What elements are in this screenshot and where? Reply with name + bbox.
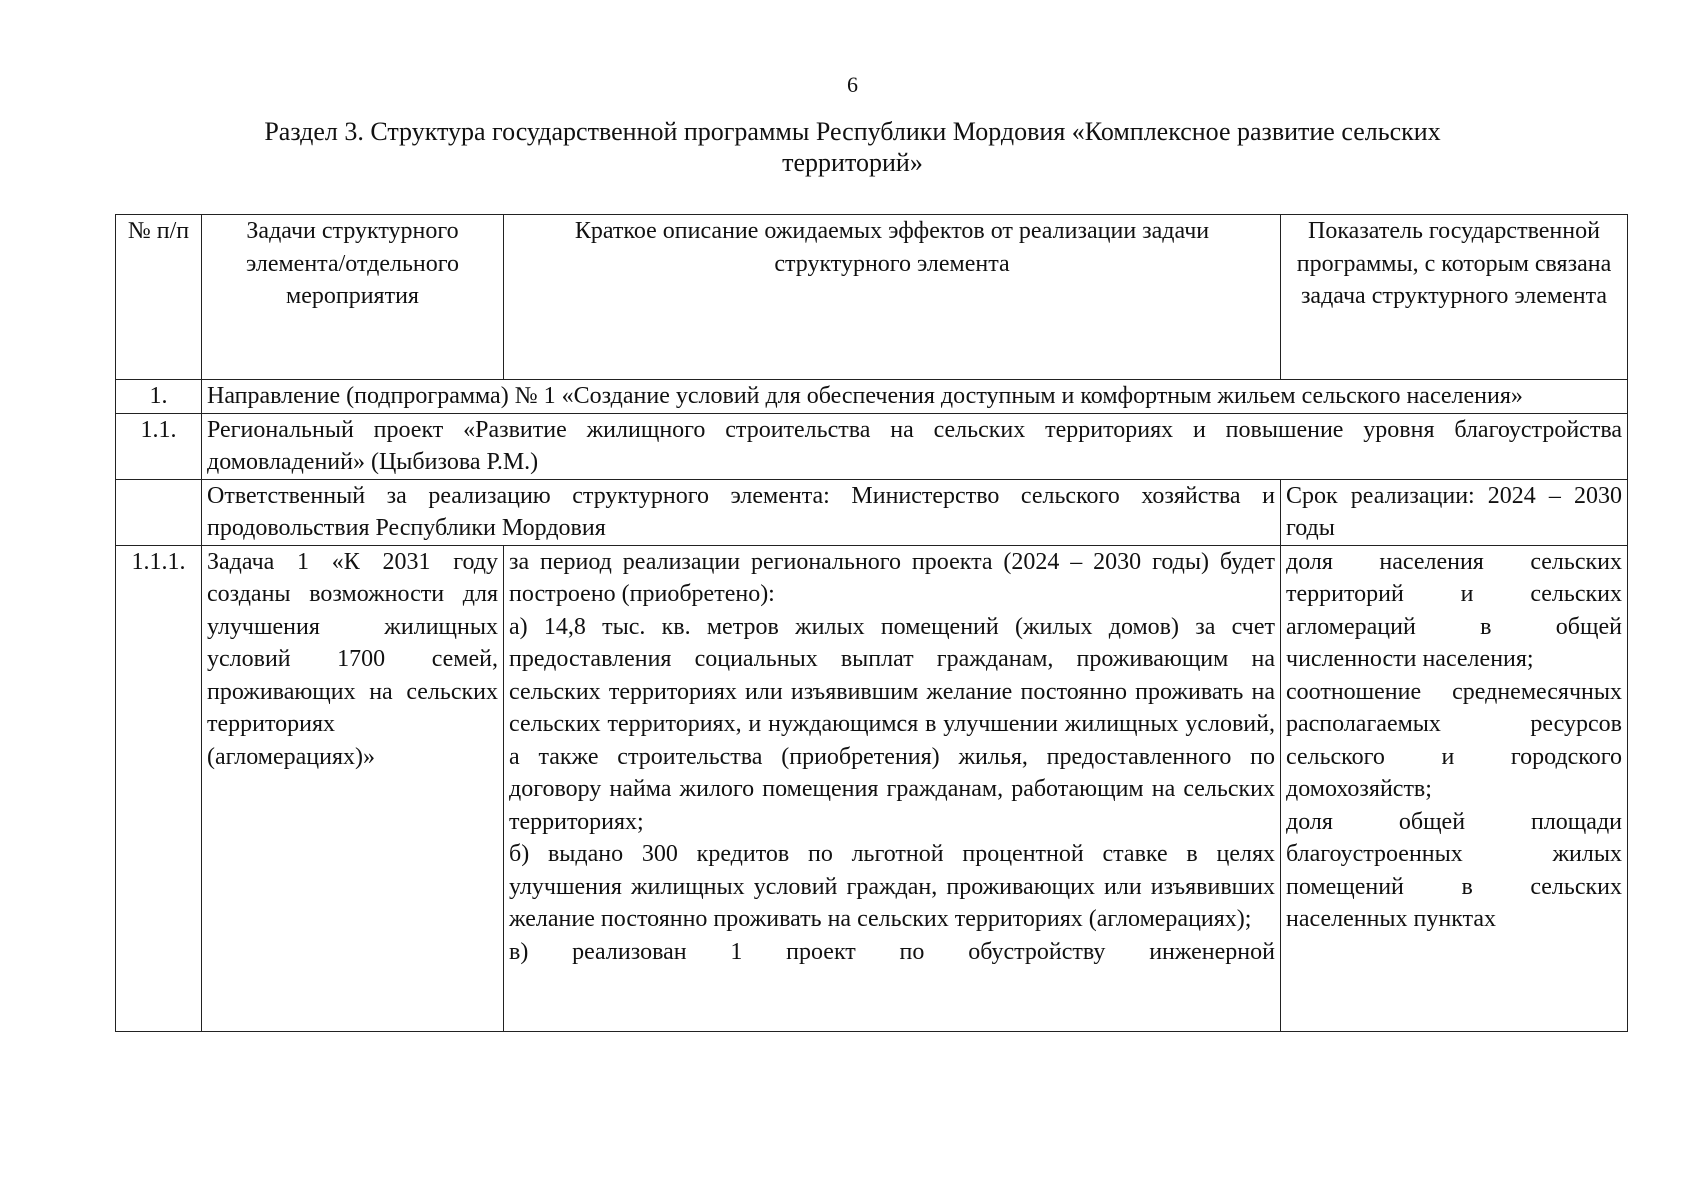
table-row-project — [116, 413, 1628, 479]
desc-item-a: а) 14,8 тыс. кв. метров жилых помещений (жилых домов) за счет предоставления социальных выплат гражданам, проживающим на сельских территориях или изъявившим желание постоянно проживать на сельских территориях, и нуждающимся в улучшении жилищных условий, а также строительства (приобретения) жилья, предоставленного по договору найма жилого помещения гражданам, работающим на сельских территориях; — [509, 613, 1275, 835]
project-text: Региональный проект «Развитие жилищного строительства на сельских территориях и повышение уровня благоустройства домовладений» (Цыбизова Р.М.) — [202, 413, 1628, 479]
row-num: 1. — [116, 380, 202, 414]
desc-item-b: б) выдано 300 кредитов по льготной процентной ставке в целях улучшения жилищных условий граждан, проживающих или изъявивших желание постоянно проживать на сельских территориях (агломерациях); — [509, 841, 1275, 932]
header-task: Задачи структурного элемента/отдельного мероприятия — [202, 215, 504, 380]
row-num: 1.1.1. — [116, 545, 202, 1031]
section-title: Раздел 3. Структура государственной программы Республики Мордовия «Комплексное развитие сельских территорий» — [264, 117, 1441, 177]
direction-text: Направление (подпрограмма) № 1 «Создание условий для обеспечения доступным и комфортным жильем сельского населения» — [202, 380, 1628, 414]
header-num: № п/п — [116, 215, 202, 380]
table-row-direction — [116, 380, 1628, 414]
indicator-3: доля общей площади благоустроенных жилых помещений в сельских населенных пунктах — [1286, 808, 1622, 932]
task-text: Задача 1 «К 2031 году созданы возможности для улучшения жилищных условий 1700 семей, проживающих на сельских территориях (агломерациях)» — [202, 545, 504, 1031]
responsible-text: Ответственный за реализацию структурного элемента: Министерство сельского хозяйства и продовольствия Республики Мордовия — [202, 479, 1281, 545]
desc-cell — [504, 545, 1281, 1031]
row-num-empty — [116, 479, 202, 545]
row-num: 1.1. — [116, 413, 202, 479]
desc-item-c: в) реализован 1 проект по обустройству инженерной — [509, 938, 1275, 965]
header-indicator: Показатель государственной программы, с которым связана задача структурного элемента — [1281, 215, 1628, 380]
term-text: Срок реализации: 2024 – 2030 годы — [1281, 479, 1628, 545]
table-row-responsible — [116, 479, 1628, 545]
indicator-1: доля населения сельских территорий и сельских агломераций в общей численности населения; — [1286, 548, 1622, 672]
table-row-task — [116, 545, 1628, 1031]
desc-intro: за период реализации регионального проекта (2024 – 2030 годы) будет построено (приобретено): — [509, 548, 1275, 607]
indicator-cell — [1281, 545, 1628, 1031]
indicator-2: соотношение среднемесячных располагаемых ресурсов сельского и городского домохозяйств; — [1286, 678, 1622, 802]
page-number: 6 — [847, 72, 858, 97]
header-desc: Краткое описание ожидаемых эффектов от реализации задачи структурного элемента — [504, 215, 1281, 380]
structure-table — [115, 214, 1628, 1032]
table-header-row — [116, 215, 1628, 380]
